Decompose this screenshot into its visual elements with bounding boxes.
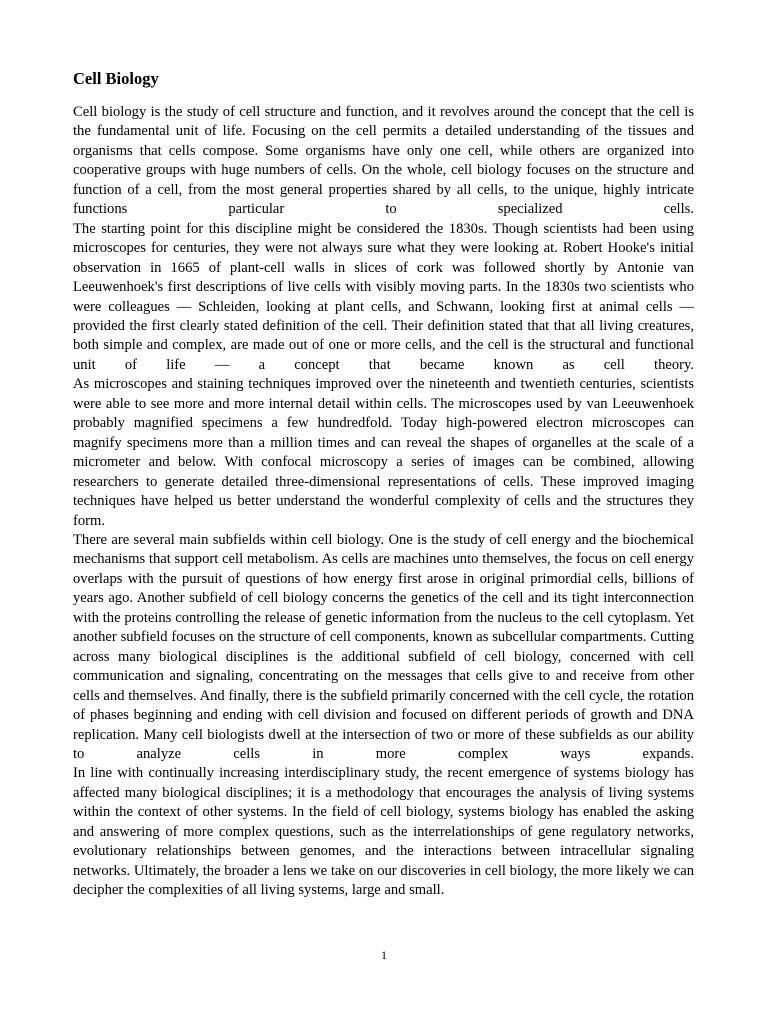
paragraph-microscopy: As microscopes and staining techniques improved over the nineteenth and twentieth centuries, scientists were able to see more and more internal detail within cells. The microscopes used by van Leeuwenhoek probably magnified specimens a few hundredfold. Today high-powered electron microscopes can magnify specimens more than a million times and can reveal the shapes of organelles at the scale of a micrometer and below. With confocal microscopy a series of images can be combined, allowing researchers to generate detailed three-dimensional representations of cells. These improved imaging techniques have helped us better understand the wonderful complexity of cells and the structures they form. <box>73 376 694 529</box>
paragraph-history-cell-theory: The starting point for this discipline might be considered the 1830s. Though scientists had been using microscopes for centuries, they were not always sure what they were looking at. Robert Hooke's initial observation in 1665 of plant-cell walls in slices of cork was followed shortly by Antonie van Leeuwenhoek's first descriptions of live cells with visibly moving parts. In the 1830s two scientists who were colleagues — Schleiden, looking at plant cells, and Schwann, looking first at animal cells — provided the first clearly stated definition of the cell. Their definition stated that that all living creatures, both simple and complex, are made out of one or more cells, and the cell is the structural and functional unit of life — a concept that became known as cell theory. <box>73 220 694 373</box>
document-title: Cell Biology <box>73 69 159 88</box>
page-number: 1 <box>381 948 387 962</box>
paragraph-cell-biology-intro: Cell biology is the study of cell structure and function, and it revolves around the concept that the cell is the fundamental unit of life. Focusing on the cell permits a detailed understanding of the tissues and organisms that cells compose. Some organisms have only one cell, while others are organized into cooperative groups with huge numbers of cells. On the whole, cell biology focuses on the structure and function of a cell, from the most general properties shared by all cells, to the unique, highly intricate functions particular to specialized cells. <box>73 104 694 218</box>
paragraph-subfields: There are several main subfields within cell biology. One is the study of cell energy and the biochemical mechanisms that support cell metabolism. As cells are machines unto themselves, the focus on cell energy overlaps with the pursuit of questions of how energy first arose in original primordial cells, billions of years ago. Another subfield of cell biology concerns the genetics of the cell and its tight interconnection with the proteins controlling the release of genetic information from the nucleus to the cell cytoplasm. Yet another subfield focuses on the structure of cell components, known as subcellular compartments. Cutting across many biological disciplines is the additional subfield of cell biology, concerned with cell communication and signaling, concentrating on the messages that cells give to and receive from other cells and themselves. And finally, there is the subfield primarily concerned with the cell cycle, the rotation of phases beginning and ending with cell division and focused on different periods of growth and DNA replication. Many cell biologists dwell at the intersection of two or more of these subfields as our ability to analyze cells in more complex ways expands. <box>73 531 694 762</box>
document-body <box>73 103 694 901</box>
paragraph-systems-biology: In line with continually increasing interdisciplinary study, the recent emergence of systems biology has affected many biological disciplines; it is a methodology that encourages the analysis of living systems within the context of other systems. In the field of cell biology, systems biology has enabled the asking and answering of more complex questions, such as the interrelationships of gene regulatory networks, evolutionary relationships between genomes, and the interactions between intracellular signaling networks. Ultimately, the broader a lens we take on our discoveries in cell biology, the more likely we can decipher the complexities of all living systems, large and small. <box>73 765 694 899</box>
